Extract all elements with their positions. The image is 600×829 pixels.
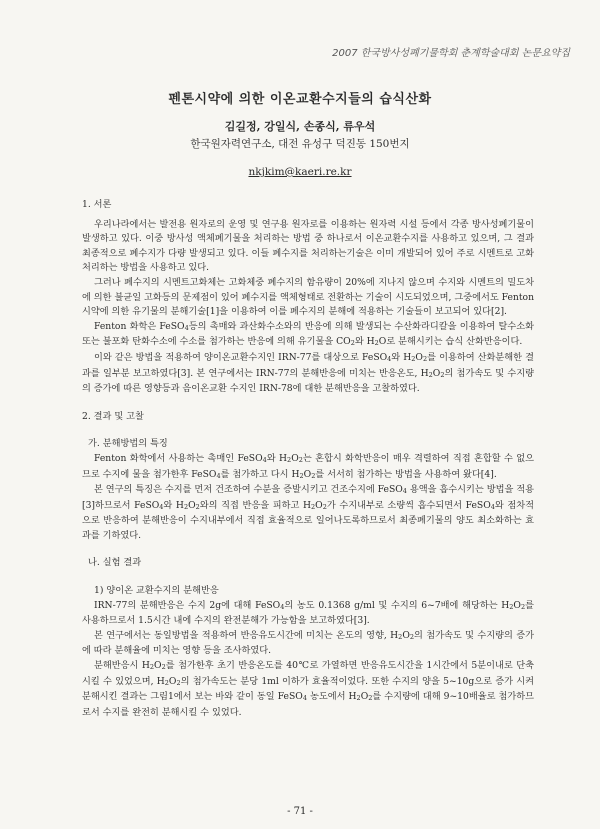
text-run: O [303, 468, 312, 480]
text-run: 분해반응시 H [94, 660, 150, 672]
results-paragraph-3 [82, 659, 534, 720]
text-run: 본 연구의 특징은 수지를 먼저 건조하여 수분을 증발시키고 건조수지에 FeSO [94, 484, 403, 496]
running-header: 2007 한국방사성폐기물학회 춘계학술대회 논문요약집 [332, 48, 570, 59]
subscript: 2 [398, 632, 403, 641]
subscript: 2 [440, 370, 445, 379]
section-1-heading: 1. 서론 [82, 199, 112, 210]
subscript: 2 [509, 602, 514, 611]
subscript: 2 [356, 694, 361, 703]
subscript: 2 [374, 339, 379, 348]
author-email: nkjkim@kaeri.re.kr [248, 166, 352, 178]
text-run: O [315, 499, 323, 511]
section-2-heading: 2. 결과 및 고찰 [82, 410, 144, 422]
text-run: 를 서서히 첨가하는 방법을 사용하여 왔다[4]. [315, 468, 497, 480]
subscript: 2 [298, 455, 303, 464]
subsection-a-heading: 가. 분해방법의 특징 [88, 438, 168, 450]
text-run: 를 첨가한후 초기 반응온도를 40℃로 가열하면 반응유도시간을 1시간에서 5분이내로 단축시킬 수 있었으며, H [82, 660, 534, 687]
method-paragraph-2 [82, 483, 534, 543]
paper-body [82, 198, 534, 720]
text-run: 는 혼합시 화학반응이 매우 격렬하여 직접 혼합할 수 없으므로 수지에 물을 첨가한후 FeSO [82, 452, 535, 480]
text-run: 를 사용하므로서 1.5시간 내에 수지의 완전분해가 가능함을 보고하였다[3]. [82, 599, 534, 627]
text-run: 등의 촉매와 과산화수소와의 반응에 의해 발생되는 수산화라디칼을 이용하여 탈수소화 또는 불포화 탄화수소에 수소를 첨가하는 반응에 의해 유기물을 CO [82, 320, 534, 348]
subscript: 2 [195, 502, 200, 511]
text-run: 본 연구에서는 동일방법을 적용하여 반응유도시간에 미치는 온도의 영향, H [94, 629, 399, 641]
subscript: 4 [280, 602, 285, 611]
subscript: 2 [322, 502, 327, 511]
text-run: 의 농도 0.1368 g/ml 및 수지의 6~7배에 해당하는 H [284, 599, 510, 611]
subscript: 4 [216, 471, 221, 480]
intro-paragraph-3 [82, 320, 534, 351]
text-run: O로 분해시키는 습식 산화반응이다. [378, 336, 523, 348]
results-paragraph-1 [82, 599, 534, 629]
text-run: 와 H [266, 452, 288, 464]
paper-authors: 김길정, 강일식, 손종식, 류우석 [224, 120, 376, 133]
text-run: 를 수지량에 대해 9~10배율로 첨가하므로서 수지를 완전히 분해시킬 수 있었다. [82, 691, 534, 718]
subscript: 2 [520, 602, 526, 611]
text-run: 를 이용하여 산화분해한 결과를 일부분 보고하였다[3]. 본 연구에서는 IRN-77의 분해반응에 미치는 반응온도, H [82, 351, 535, 379]
subscript: 2 [368, 694, 373, 703]
text-run: 와의 직접 반응을 피하고 H [199, 499, 312, 511]
subsection-b1-heading: 1) 양이온 교환수지의 분해반응 [94, 585, 219, 597]
paper-title: 펜톤시약에 의한 이온교환수지들의 습식산화 [168, 92, 432, 107]
text-run: 의 첨가속도는 분당 1ml 이하가 효율적이었다. 또한 수지의 양을 5~10g으로 증가 시켜 분해시킨 결과는 그림1에서 보는 바와 같이 동일 FeSO [82, 675, 534, 703]
text-run: 의 첨가속도 및 수지량의 증가에 따른 영향등과 음이온교환 수지인 IRN-78에 대한 분해반응을 고찰하였다. [82, 367, 534, 395]
subscript: 4 [490, 502, 495, 511]
text-run: 와 H [354, 336, 375, 348]
text-run: O [168, 675, 177, 687]
results-paragraph-2 [82, 629, 534, 659]
text-run: O [188, 499, 196, 511]
text-run: O [415, 351, 423, 363]
text-run: O [360, 691, 369, 703]
text-run: Fenton 화학에서 사용하는 촉매인 FeSO [94, 452, 263, 464]
text-run: O [513, 599, 521, 611]
text-run: 가 수지내부로 소량씩 흡수되면서 FeSO [326, 499, 491, 511]
subscript: 2 [411, 354, 416, 363]
subscript: 2 [176, 678, 181, 687]
text-run: 용액을 흡수시키는 방법을 적용[3]하므로서 FeSO [82, 484, 534, 511]
subscript: 2 [428, 370, 433, 379]
text-run: O [432, 367, 441, 379]
method-paragraph-1 [82, 452, 534, 483]
intro-paragraph-4 [82, 351, 534, 397]
subscript: 2 [183, 502, 189, 511]
text-run: O [291, 452, 299, 464]
subsection-b-heading: 나. 실험 결과 [88, 557, 142, 569]
subscript: 2 [311, 502, 316, 511]
subscript: 2 [164, 678, 169, 687]
subscript: 2 [161, 663, 166, 672]
subscript: 4 [184, 323, 189, 332]
intro-paragraph-1: 우리나라에서는 발전용 원자로의 운영 및 연구용 원자로를 이용하는 원자력 시설 등에서 각종 방사성폐기물이 발생하고 있다. 이중 방사성 액체폐기물을 처리하는 방법 중 하나로서 이온교환수지를 사용하고 있으며, 그 결과 최종적으로 폐수지가 다량 발생되고 있다. 이들 폐수지를 처리하는기술은 이미 개발되어 있어 주로 시멘트로 고화처리하는 방법을 사용하고 있다. [82, 218, 534, 274]
subscript: 4 [159, 502, 164, 511]
subscript: 2 [409, 632, 414, 641]
subscript: 2 [149, 663, 155, 672]
subscript: 4 [262, 455, 267, 464]
subscript: 4 [387, 354, 392, 363]
text-run: 와 H [391, 351, 412, 363]
text-run: Fenton 화학은 FeSO [94, 320, 185, 332]
subscript: 2 [287, 455, 292, 464]
subscript: 2 [311, 471, 316, 480]
intro-paragraph-2: 그러나 폐수지의 시멘트고화체는 고화체중 폐수지의 함유량이 20%에 지나지 않으며 수지와 시멘트의 밀도차에 의한 불균일 고화등의 문제점이 있어 폐수지를 액체형태로 전환하는 기술이 시도되었으며, 그중에서도 Fenton시약에 의한 유기물의 분해기술[1]을 이용하여 이를 폐수지의 분해에 적용하는 기술들이 보고되어 있다[2]. [82, 276, 534, 318]
text-run: 농도에서 H [306, 691, 357, 703]
text-run: IRN-77의 분해반응은 수지 2g에 대해 FeSO [94, 599, 281, 611]
text-run: 와 점차적으로 반응하여 분해반응이 수지내부에서 직접 효율적으로 일어나도록하므로서 최종폐기물의 양도 최소화하는 효과를 기하였다. [82, 499, 534, 541]
text-run: 를 첨가하고 다시 H [220, 468, 300, 480]
subscript: 4 [302, 694, 307, 703]
subscript: 2 [422, 354, 428, 363]
text-run: O [402, 629, 410, 641]
text-run: O [154, 660, 162, 672]
text-run: 의 첨가속도 및 수지량의 증가에 따라 분해율에 미치는 영향 등을 조사하였다. [82, 629, 534, 657]
page-number: - 71 - [287, 806, 313, 817]
paper-affiliation: 한국원자력연구소, 대전 유성구 덕진동 150번지 [190, 138, 410, 150]
subscript: 2 [350, 339, 355, 348]
text-run: 이와 같은 방법을 적용하여 양이온교환수지인 IRN-77를 대상으로 FeSO [94, 351, 388, 363]
subscript: 2 [299, 471, 304, 480]
text-run: 와 H [163, 499, 184, 511]
subscript: 4 [402, 487, 407, 496]
